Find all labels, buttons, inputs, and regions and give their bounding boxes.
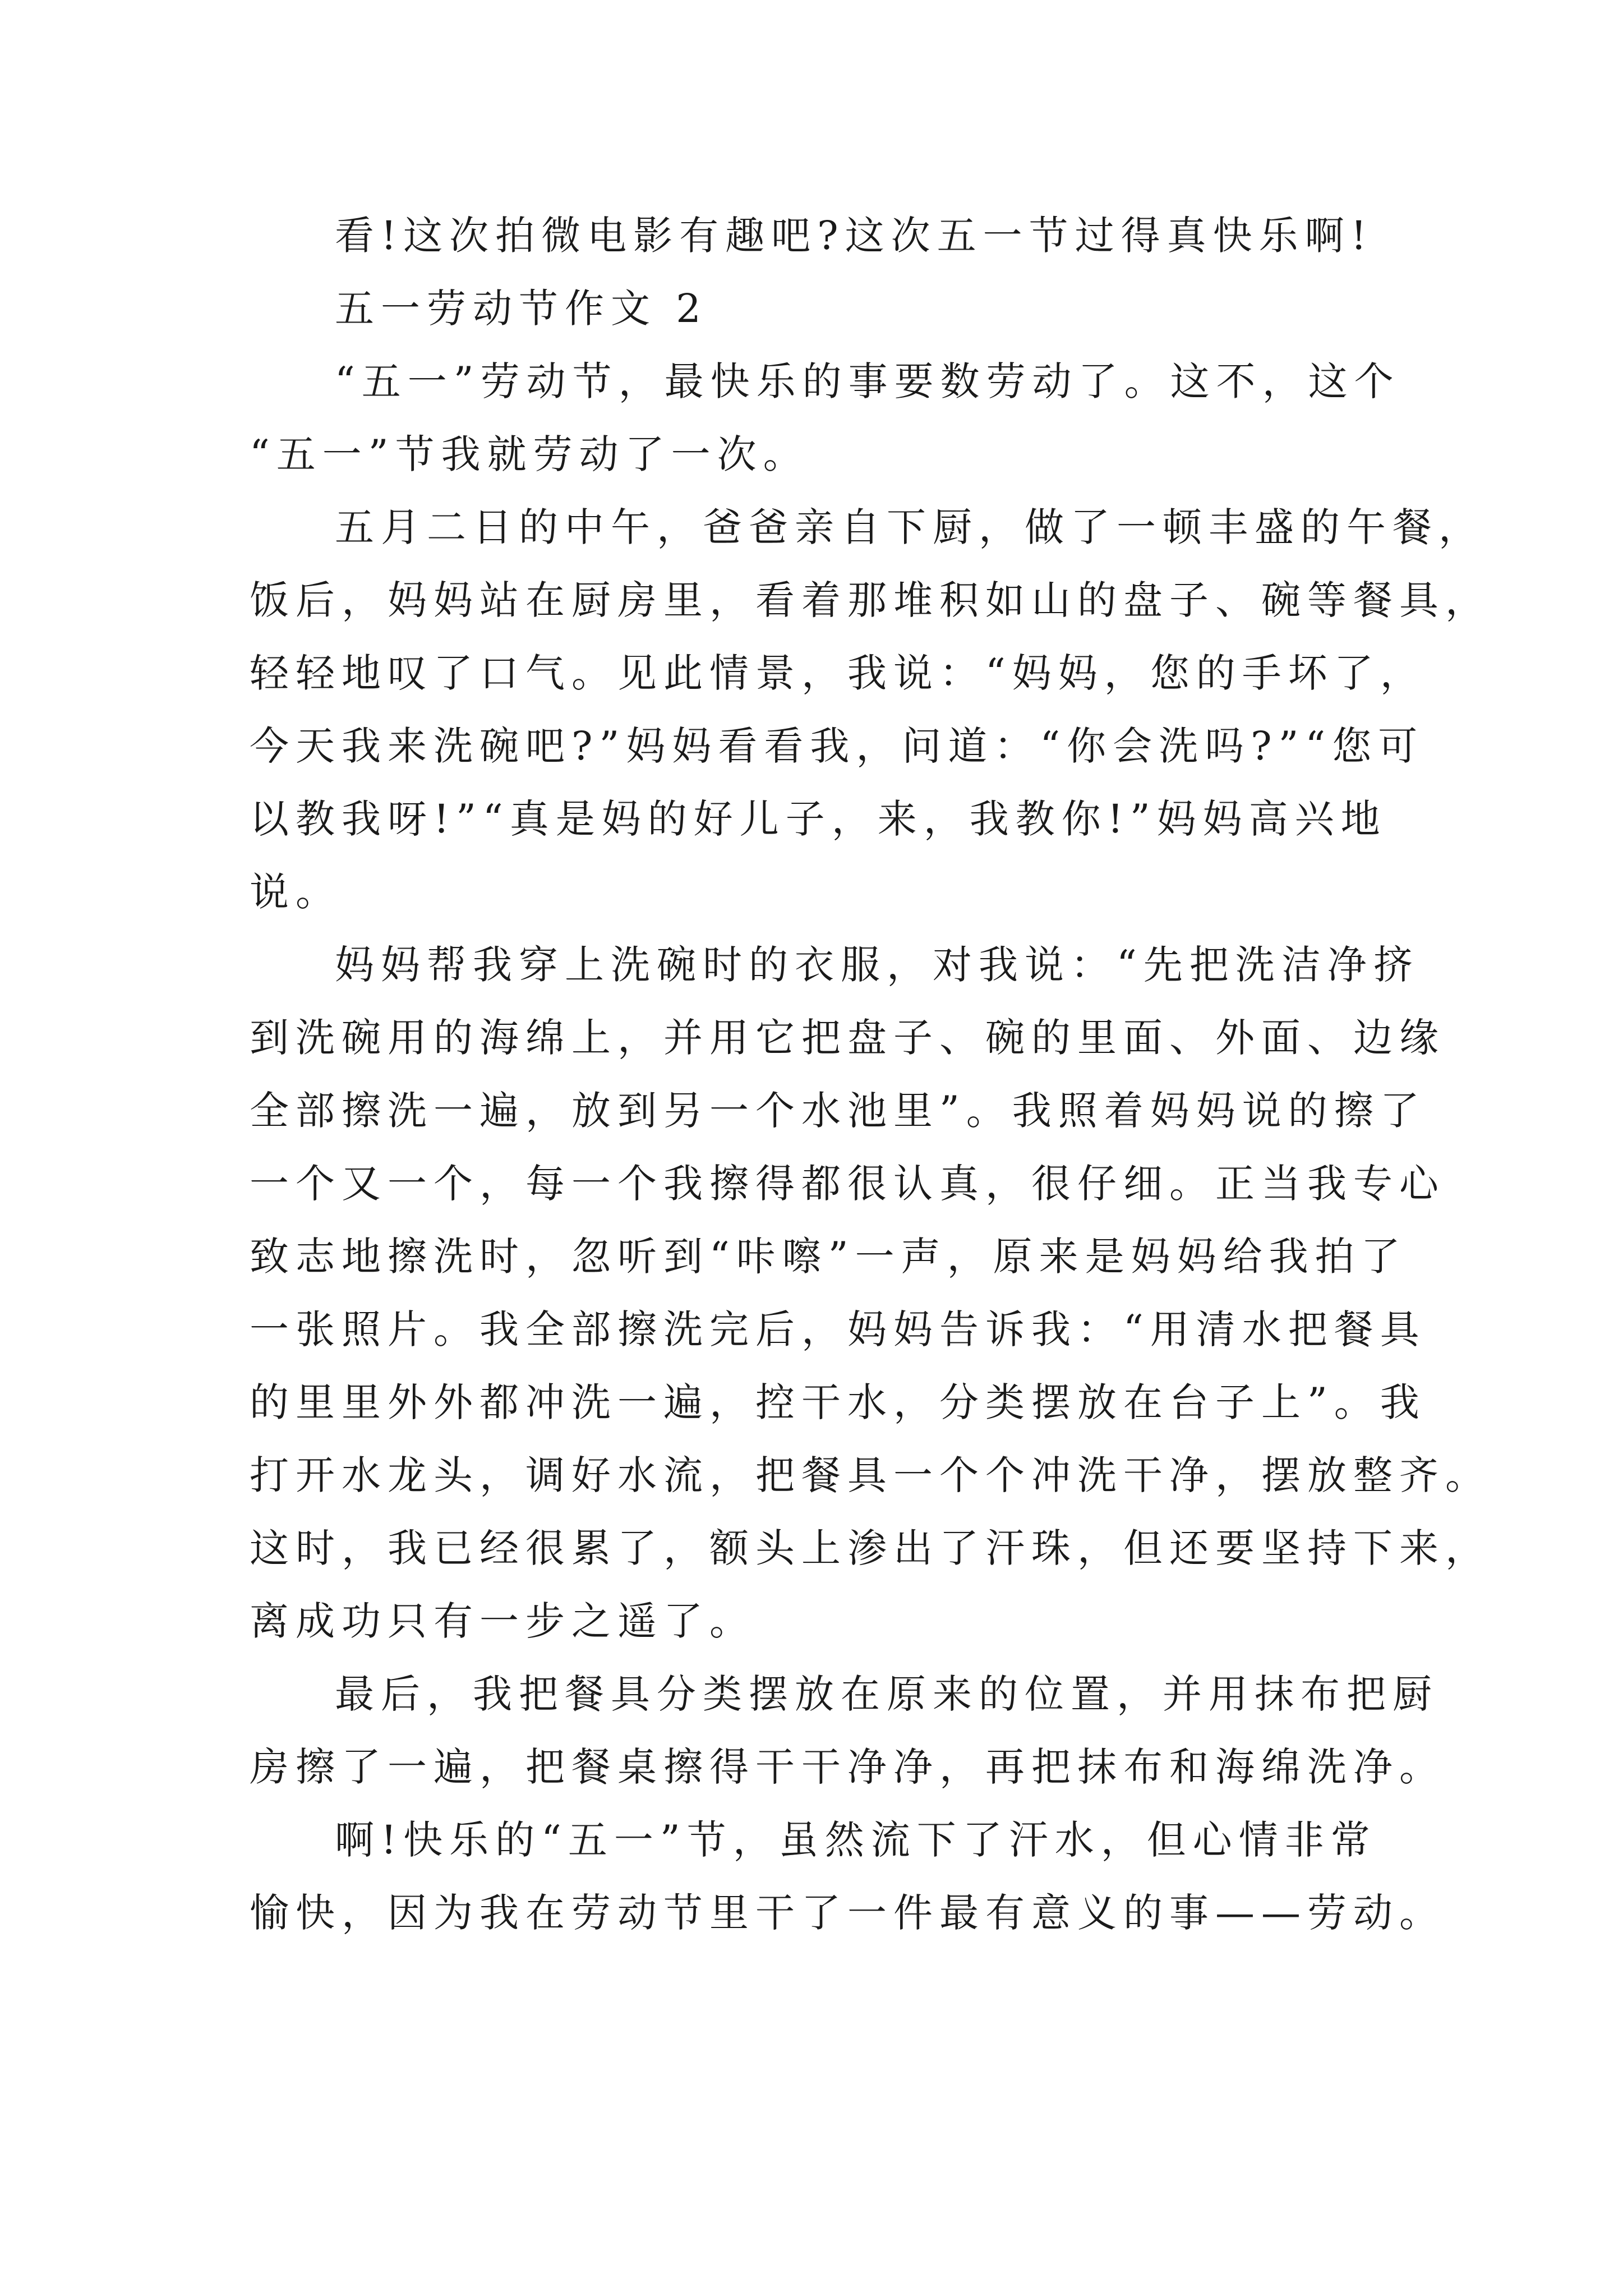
paragraph-finishing [250, 1658, 1445, 1803]
text-line: 全部擦洗一遍，放到另一个水池里”。我照着妈妈说的擦了 [250, 1088, 1426, 1134]
text-line: 愉快，因为我在劳动节里干了一件最有意义的事——劳动。 [250, 1890, 1445, 1936]
text-line: 五月二日的中午，爸爸亲自下厨，做了一顿丰盛的午餐， [335, 504, 1484, 550]
paragraph-conclusion [250, 1803, 1445, 1949]
text-line: “五一”节我就劳动了一次。 [250, 431, 809, 477]
text-line: 房擦了一遍，把餐桌擦得干干净净，再把抹布和海绵洗净。 [250, 1744, 1445, 1790]
paragraph-intro [250, 345, 1416, 491]
paragraph-lunch [250, 491, 1491, 928]
text-line: 说。 [250, 869, 342, 915]
text-line: 以教我呀!”“真是妈的好儿子，来，我教你!”妈妈高兴地 [250, 796, 1387, 842]
text-line: “五一”劳动节，最快乐的事要数劳动了。这不，这个 [335, 358, 1400, 404]
text-line: 离成功只有一步之遥了。 [250, 1598, 755, 1644]
paragraph-washing [250, 928, 1491, 1658]
text-line: 致志地擦洗时，忽听到“咔嚓”一声，原来是妈妈给我拍了 [250, 1234, 1407, 1280]
essay-heading [250, 272, 1416, 345]
text-line: 轻轻地叹了口气。见此情景，我说：“妈妈，您的手坏了， [250, 650, 1426, 696]
text-line: 这时，我已经很累了，额头上渗出了汗珠，但还要坚持下来， [250, 1525, 1491, 1571]
text-line: 最后，我把餐具分类摆放在原来的位置，并用抹布把厨 [335, 1671, 1438, 1717]
heading-line: 五一劳动节作文 2 [335, 286, 708, 332]
text-line: 今天我来洗碗吧?”妈妈看看我，问道：“你会洗吗?”“您可 [250, 723, 1424, 769]
text-line: 的里里外外都冲洗一遍，控干水，分类摆放在台子上”。我 [250, 1379, 1426, 1425]
text-line: 啊!快乐的“五一”节，虽然流下了汗水，但心情非常 [335, 1817, 1377, 1863]
text-line: 一个又一个，每一个我擦得都很认真，很仔细。正当我专心 [250, 1161, 1445, 1207]
text-line: 一张照片。我全部擦洗完后，妈妈告诉我：“用清水把餐具 [250, 1306, 1426, 1352]
text-line: 妈妈帮我穿上洗碗时的衣服，对我说：“先把洗洁净挤 [335, 942, 1419, 988]
text-line: 看!这次拍微电影有趣吧?这次五一节过得真快乐啊! [335, 213, 1373, 259]
text-line: 饭后，妈妈站在厨房里，看着那堆积如山的盘子、碗等餐具， [250, 577, 1491, 623]
paragraph-closing-line [250, 199, 1416, 272]
essay-text [250, 199, 1491, 1949]
text-line: 到洗碗用的海绵上，并用它把盘子、碗的里面、外面、边缘 [250, 1015, 1445, 1061]
text-line: 打开水龙头，调好水流，把餐具一个个冲洗干净，摆放整齐。 [250, 1452, 1491, 1498]
